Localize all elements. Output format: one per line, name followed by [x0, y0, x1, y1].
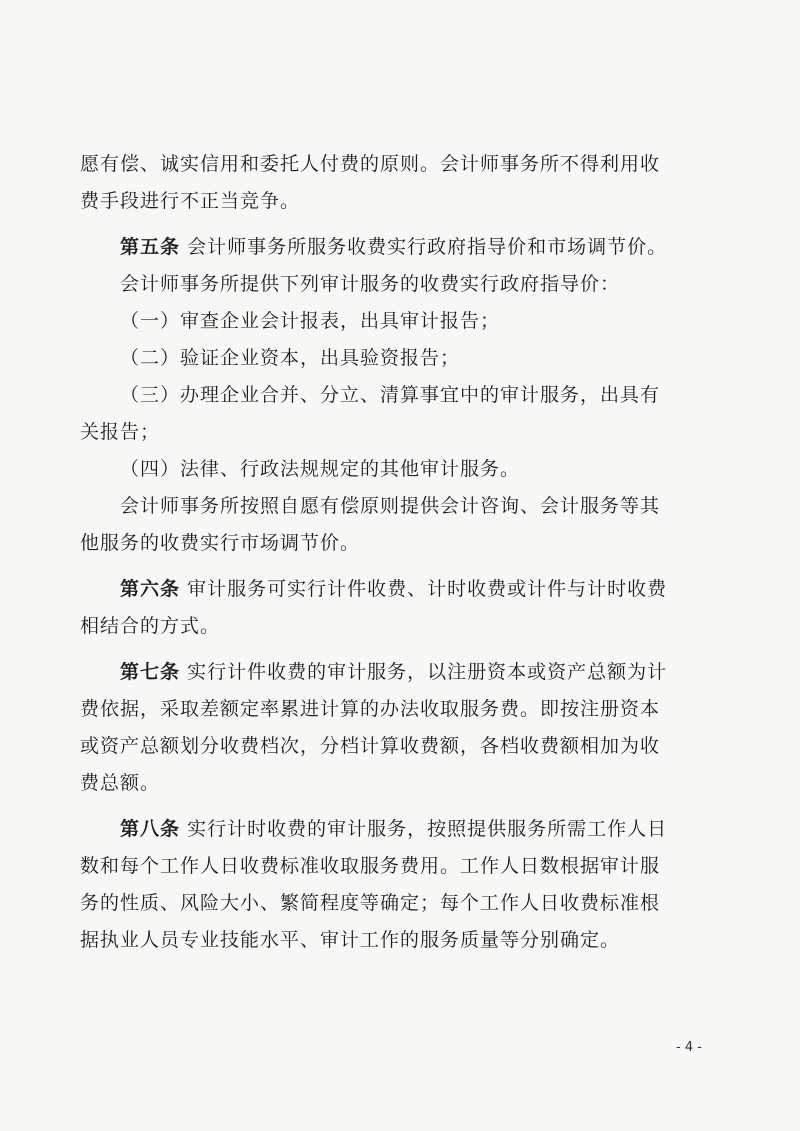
text-line: [80, 303, 710, 340]
article-label: 第七条: [120, 661, 181, 683]
line-text: 相结合的方式。: [80, 615, 221, 637]
paragraph-gap: [80, 562, 710, 571]
line-text: 审计服务可实行计件收费、计时收费或计件与计时收费: [187, 578, 668, 600]
text-line: [80, 525, 710, 562]
paragraph-gap: [80, 802, 710, 811]
article-line: [80, 229, 710, 266]
line-text: 数和每个工作人日收费标准收取服务费用。工作人日数根据审计服: [80, 855, 661, 877]
text-line: [80, 848, 710, 885]
article-line: [80, 811, 710, 848]
text-line: [80, 488, 710, 525]
line-text: 或资产总额划分收费档次，分档计算收费额，各档收费额相加为收: [80, 735, 661, 757]
article-line: [80, 654, 710, 691]
article-label: 第六条: [120, 578, 181, 600]
text-line: [80, 451, 710, 488]
line-text: （三）办理企业合并、分立、清算事宜中的审计服务，出具有: [120, 384, 661, 406]
line-text: 愿有偿、诚实信用和委托人付费的原则。会计师事务所不得利用收: [80, 153, 661, 175]
text-line: [80, 691, 710, 728]
line-text: 会计师事务所按照自愿有偿原则提供会计咨询、会计服务等其: [120, 495, 661, 517]
line-text: 务的性质、风险大小、繁简程度等确定；每个工作人日收费标准根: [80, 892, 661, 914]
body-text: [80, 146, 710, 959]
page-number: - 4 -: [676, 1040, 702, 1055]
line-text: 费依据，采取差额定率累进计算的办法收取服务费。即按注册资本: [80, 698, 661, 720]
article-label: 第八条: [120, 818, 181, 840]
text-line: [80, 183, 710, 220]
text-line: [80, 728, 710, 765]
text-line: [80, 765, 710, 802]
line-text: （一）审查企业会计报表，出具审计报告；: [120, 310, 501, 332]
article-line: [80, 571, 710, 608]
line-text: 费手段进行不正当竞争。: [80, 190, 301, 212]
line-text: 实行计件收费的审计服务，以注册资本或资产总额为计: [187, 661, 668, 683]
text-line: [80, 340, 710, 377]
text-line: [80, 922, 710, 959]
line-text: 会计师事务所服务收费实行政府指导价和市场调节价。: [187, 236, 668, 258]
line-text: 费总额。: [80, 772, 161, 794]
text-line: [80, 885, 710, 922]
line-text: （四）法律、行政法规规定的其他审计服务。: [120, 458, 521, 480]
text-line: [80, 414, 710, 451]
text-line: [80, 266, 710, 303]
line-text: 他服务的收费实行市场调节价。: [80, 532, 361, 554]
text-line: [80, 608, 710, 645]
line-text: 关报告；: [80, 421, 161, 443]
article-label: 第五条: [120, 236, 181, 258]
paragraph-gap: [80, 645, 710, 654]
line-text: 会计师事务所提供下列审计服务的收费实行政府指导价：: [120, 273, 621, 295]
line-text: 据执业人员专业技能水平、审计工作的服务质量等分别确定。: [80, 929, 621, 951]
text-line: [80, 146, 710, 183]
paragraph-gap: [80, 220, 710, 229]
line-text: （二）验证企业资本，出具验资报告；: [120, 347, 461, 369]
text-line: [80, 377, 710, 414]
line-text: 实行计时收费的审计服务，按照提供服务所需工作人日: [187, 818, 668, 840]
